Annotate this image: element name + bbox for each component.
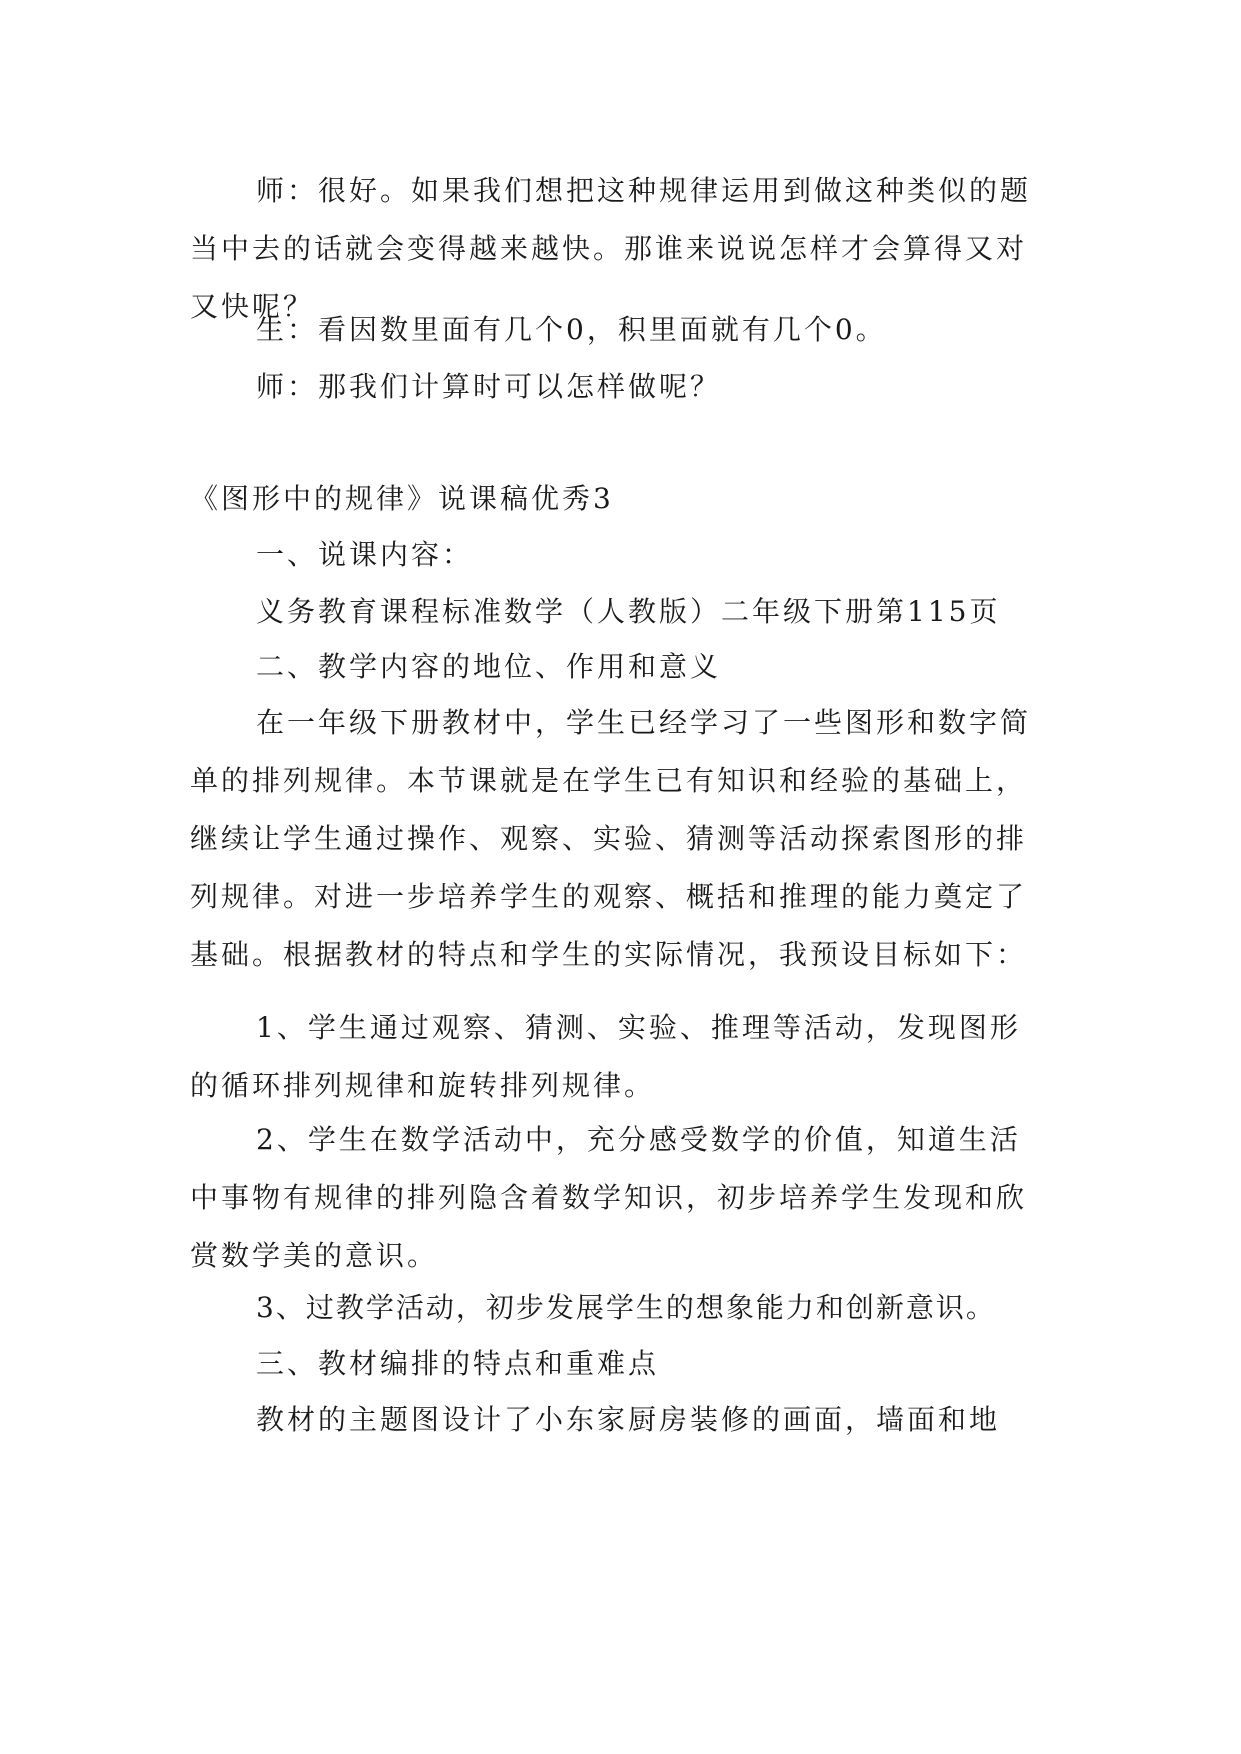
section-title: 《图形中的规律》说课稿优秀3 bbox=[190, 482, 614, 515]
textbook-reference: 义务教育课程标准数学（人教版）二年级下册第115页 bbox=[256, 595, 1001, 628]
dialogue-paragraph-teacher: 师：很好。如果我们想把这种规律运用到做这种类似的题当中去的话就会变得越来越快。那谁来说说怎样才会算得又对又快呢？ bbox=[190, 174, 1032, 323]
dialogue-paragraph-student: 生：看因数里面有几个0，积里面就有几个0。 bbox=[256, 313, 887, 346]
heading-textbook-features: 三、教材编排的特点和重难点 bbox=[256, 1347, 660, 1380]
paragraph-theme-image: 教材的主题图设计了小东家厨房装修的画面，墙面和地 bbox=[256, 1403, 1001, 1436]
heading-content-significance: 二、教学内容的地位、作用和意义 bbox=[256, 650, 722, 683]
paragraph-background: 在一年级下册教材中，学生已经学习了一些图形和数字简单的排列规律。本节课就是在学生已有知识和经验的基础上，继续让学生通过操作、观察、实验、猜测等活动探索图形的排列规律。对进一步培养学生的观察、概括和推理的能力奠定了基础。根据教材的特点和学生的实际情况，我预设目标如下： bbox=[190, 706, 1032, 971]
objective-2: 2、学生在数学活动中，充分感受数学的价值，知道生活中事物有规律的排列隐含着数学知识，初步培养学生发现和欣赏数学美的意识。 bbox=[190, 1123, 1028, 1272]
heading-lesson-content: 一、说课内容： bbox=[256, 538, 474, 571]
objective-1: 1、学生通过观察、猜测、实验、推理等活动，发现图形的循环排列规律和旋转排列规律。 bbox=[190, 1011, 1021, 1102]
objective-3: 3、过教学活动，初步发展学生的想象能力和创新意识。 bbox=[256, 1291, 996, 1324]
dialogue-paragraph-teacher-question: 师：那我们计算时可以怎样做呢？ bbox=[256, 370, 722, 403]
